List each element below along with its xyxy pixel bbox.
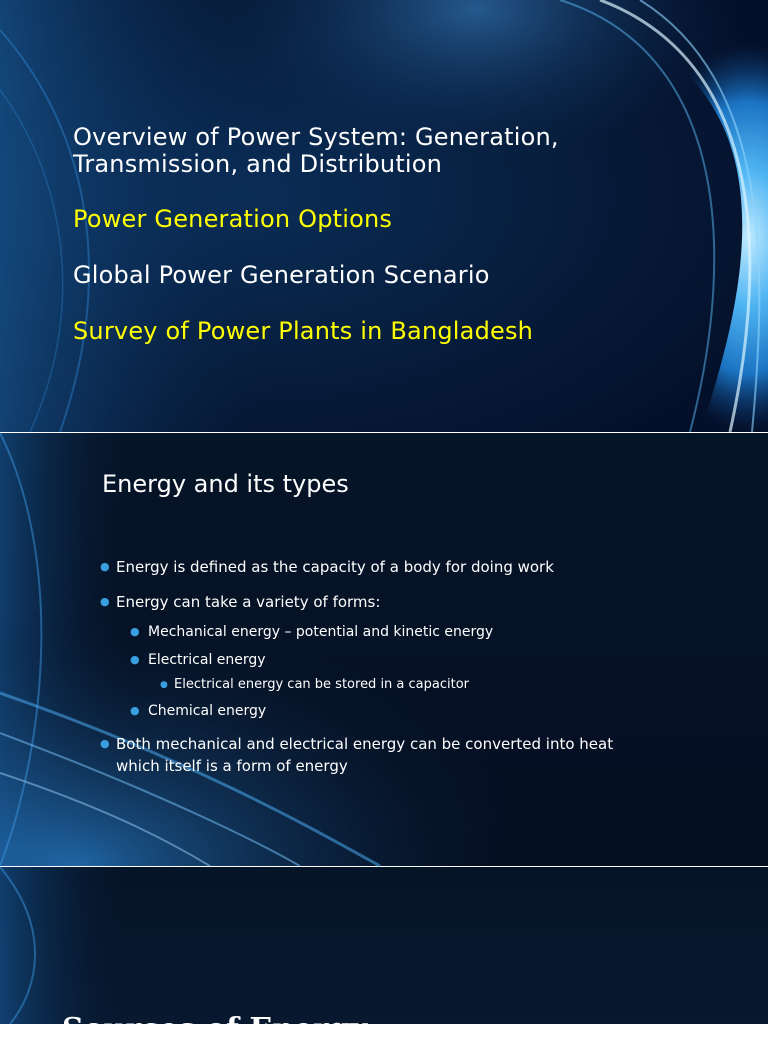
bullet-list xyxy=(100,556,660,777)
agenda-list xyxy=(73,124,713,374)
bullet-text: Mechanical energy – potential and kinetic energy xyxy=(148,624,494,640)
sub-sub-bullet-capacitor xyxy=(100,676,660,694)
sub-bullet-electrical xyxy=(100,650,660,670)
slide-2-energy-types xyxy=(0,433,768,866)
bullet-energy-definition xyxy=(100,556,660,578)
tunnel-background xyxy=(0,867,768,1024)
bullet-icon: ● xyxy=(100,737,110,750)
sub-bullet-mechanical xyxy=(100,622,660,642)
bullet-text: Energy can take a variety of forms: xyxy=(116,593,381,611)
bullet-text: Electrical energy xyxy=(148,652,266,668)
bullet-icon: ● xyxy=(130,704,140,717)
agenda-item-generation-options: Power Generation Options xyxy=(73,205,393,233)
sub-bullet-chemical xyxy=(100,701,660,721)
bullet-text: Both mechanical and electrical energy can be converted into heat which itself is a form of energy xyxy=(116,735,614,775)
slide-1-agenda xyxy=(0,0,768,432)
bullet-icon: ● xyxy=(160,680,168,690)
agenda-item-overview: Overview of Power System: Generation, Transmission, and Distribution xyxy=(73,123,559,178)
bullet-energy-forms xyxy=(100,591,660,613)
bullet-text: Energy is defined as the capacity of a body for doing work xyxy=(116,558,554,576)
slide-3-partial xyxy=(0,867,768,1047)
bullet-icon: ● xyxy=(130,653,140,666)
bullet-text: Electrical energy can be stored in a capacitor xyxy=(174,677,470,692)
bullet-icon: ● xyxy=(130,625,140,638)
bullet-icon: ● xyxy=(100,560,110,573)
bullet-text: Chemical energy xyxy=(148,703,267,719)
slide-title-partial: Sources of Energy xyxy=(62,1012,368,1047)
agenda-item-bangladesh-survey: Survey of Power Plants in Bangladesh xyxy=(73,317,534,345)
slide-title: Energy and its types xyxy=(102,470,349,498)
bullet-conversion-to-heat xyxy=(100,733,660,777)
bullet-icon: ● xyxy=(100,595,110,608)
agenda-item-global-scenario: Global Power Generation Scenario xyxy=(73,261,490,289)
